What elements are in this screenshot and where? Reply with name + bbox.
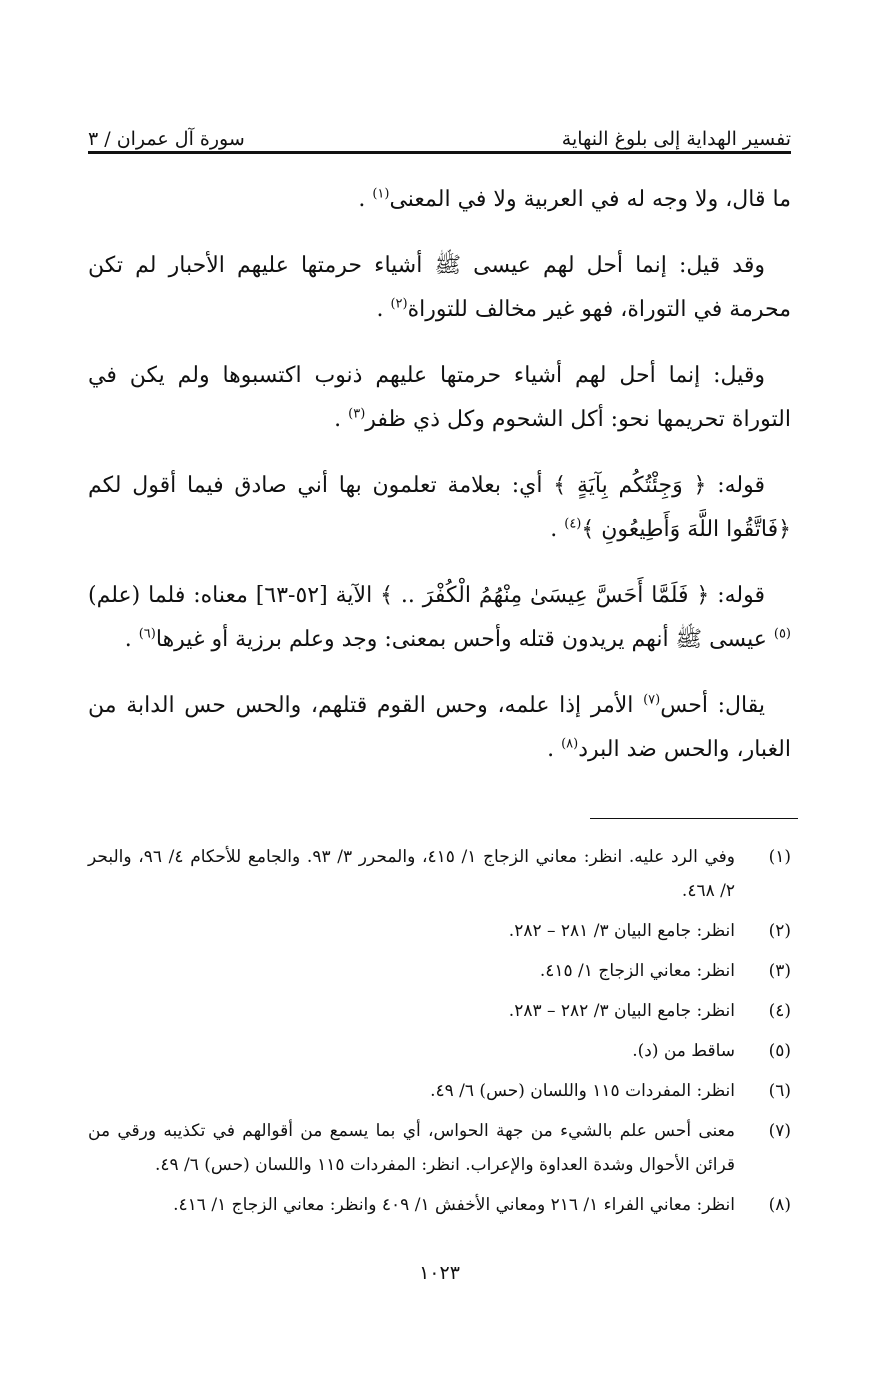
quran-verse-1: ﴿ وَجِئْتُكُم بِآيَةٍ ﴾ [553,473,707,498]
footnote-item [88,914,791,948]
running-header [88,112,791,150]
footnote-text: انظر: معاني الزجاج ١/ ٤١٥. [539,961,735,981]
paragraph-2 [88,244,791,332]
footnote-ref-8: (٨) [561,736,579,752]
footnote-item [88,954,791,988]
footnote-number: (٤) [768,1001,791,1021]
footnote-item [88,1074,791,1108]
footnote-ref-2: (٢) [390,296,408,312]
footnote-ref-6: (٦) [138,626,156,642]
surah-label: سورة آل عمران / ٣ [88,128,245,150]
main-text [88,178,791,794]
footnote-ref-1: (١) [372,186,390,202]
paragraph-3-text: وقيل: إنما أحل لهم أشياء حرمتها عليهم ذنوب اكتسبوها ولم يكن في التوراة تحريمها نحو: أكل الشحوم وكل ذي ظفر [88,363,791,432]
footnote-text: انظر: معاني الفراء ١/ ٢١٦ ومعاني الأخفش ١/ ٤٠٩ وانظر: معاني الزجاج ١/ ٤١٦. [173,1195,735,1215]
footnote-number: (٢) [768,921,791,941]
footnote-number: (٨) [768,1195,791,1215]
footnote-separator [590,818,798,819]
footnote-ref-3: (٣) [348,406,366,422]
footnote-ref-7: (٧) [643,692,661,708]
paragraph-5 [88,574,791,662]
footnote-number: (٥) [768,1041,791,1061]
footnote-item [88,840,791,908]
paragraph-1-text: ما قال، ولا وجه له في العربية ولا في المعنى [389,187,791,212]
paragraph-5-lead: قوله: [717,583,765,608]
footnote-item [88,1188,791,1222]
paragraph-6-b: الأمر إذا علمه، وحس القوم قتلهم، والحس حس الدابة من الغبار، والحس ضد البرد [88,693,791,762]
footnote-item [88,994,791,1028]
header-rule [88,151,791,154]
footnote-text: انظر: جامع البيان ٣/ ٢٨٢ – ٢٨٣. [508,1001,735,1021]
footnote-text: وفي الرد عليه. انظر: معاني الزجاج ١/ ٤١٥، والمحرر ٣/ ٩٣. والجامع للأحكام ٤/ ٩٦، والبحر ٢/ ٤٦٨. [88,847,736,901]
paragraph-5-rest: عيسى ﷺ أنهم يريدون قتله وأحس بمعنى: وجد وعلم برزية أو غيرها [155,627,767,652]
footnote-ref-4: (٤) [564,516,582,532]
paragraph-1 [88,178,791,222]
footnote-ref-5: (٥) [773,626,791,642]
footnote-number: (٧) [768,1121,791,1141]
paragraph-6-end: . [547,737,555,762]
footnote-number: (٦) [768,1081,791,1101]
paragraph-4-mid: أي: بعلامة تعلمون بها أني صادق فيما أقول لكم [88,473,543,498]
paragraph-5-mid: الآية [٥٢-٦٣] معناه: فلما (علم) [88,583,373,608]
paragraph-1-end: . [358,187,366,212]
footnote-number: (١) [768,847,791,867]
footnote-text: ساقط من (د). [632,1041,735,1061]
paragraph-6-a: يقال: أحس [660,693,765,718]
footnote-item [88,1114,791,1182]
footnote-number: (٣) [768,961,791,981]
paragraph-4 [88,464,791,552]
footnote-item [88,1034,791,1068]
quran-verse-3: ﴿ فَلَمَّا أَحَسَّ عِيسَىٰ مِنْهُمُ الْكُفْرَ .. ﴾ [380,583,710,608]
paragraph-4-end: . [550,517,558,542]
paragraph-4-lead: قوله: [717,473,766,498]
paragraph-3 [88,354,791,442]
book-title: تفسير الهداية إلى بلوغ النهاية [561,128,791,150]
quran-verse-2: ﴿فَاتَّقُوا اللَّهَ وَأَطِيعُونِ ﴾ [581,517,791,542]
paragraph-2-end: . [376,297,384,322]
paragraph-2-text: وقد قيل: إنما أحل لهم عيسى ﷺ أشياء حرمتها عليهم الأحبار لم تكن محرمة في التوراة، فهو غير مخالف للتوراة [88,253,791,322]
footnote-text: انظر: المفردات ١١٥ واللسان (حس) ٦/ ٤٩. [430,1081,735,1101]
paragraph-3-end: . [334,407,342,432]
footnote-text: انظر: جامع البيان ٣/ ٢٨١ – ٢٨٢. [508,921,735,941]
footnotes [88,840,791,1228]
page-number: ١٠٢٣ [419,1262,460,1284]
footnote-text: معنى أحس علم بالشيء من جهة الحواس، أي بما يسمع من أقوالهم في تكذيبه ورقي من قرائن الأحوال وشدة العداوة والإعراب. انظر: المفردات ١١٥ واللسان (حس) ٦/ ٤٩. [88,1121,735,1175]
paragraph-6 [88,684,791,772]
paragraph-5-end: . [124,627,132,652]
